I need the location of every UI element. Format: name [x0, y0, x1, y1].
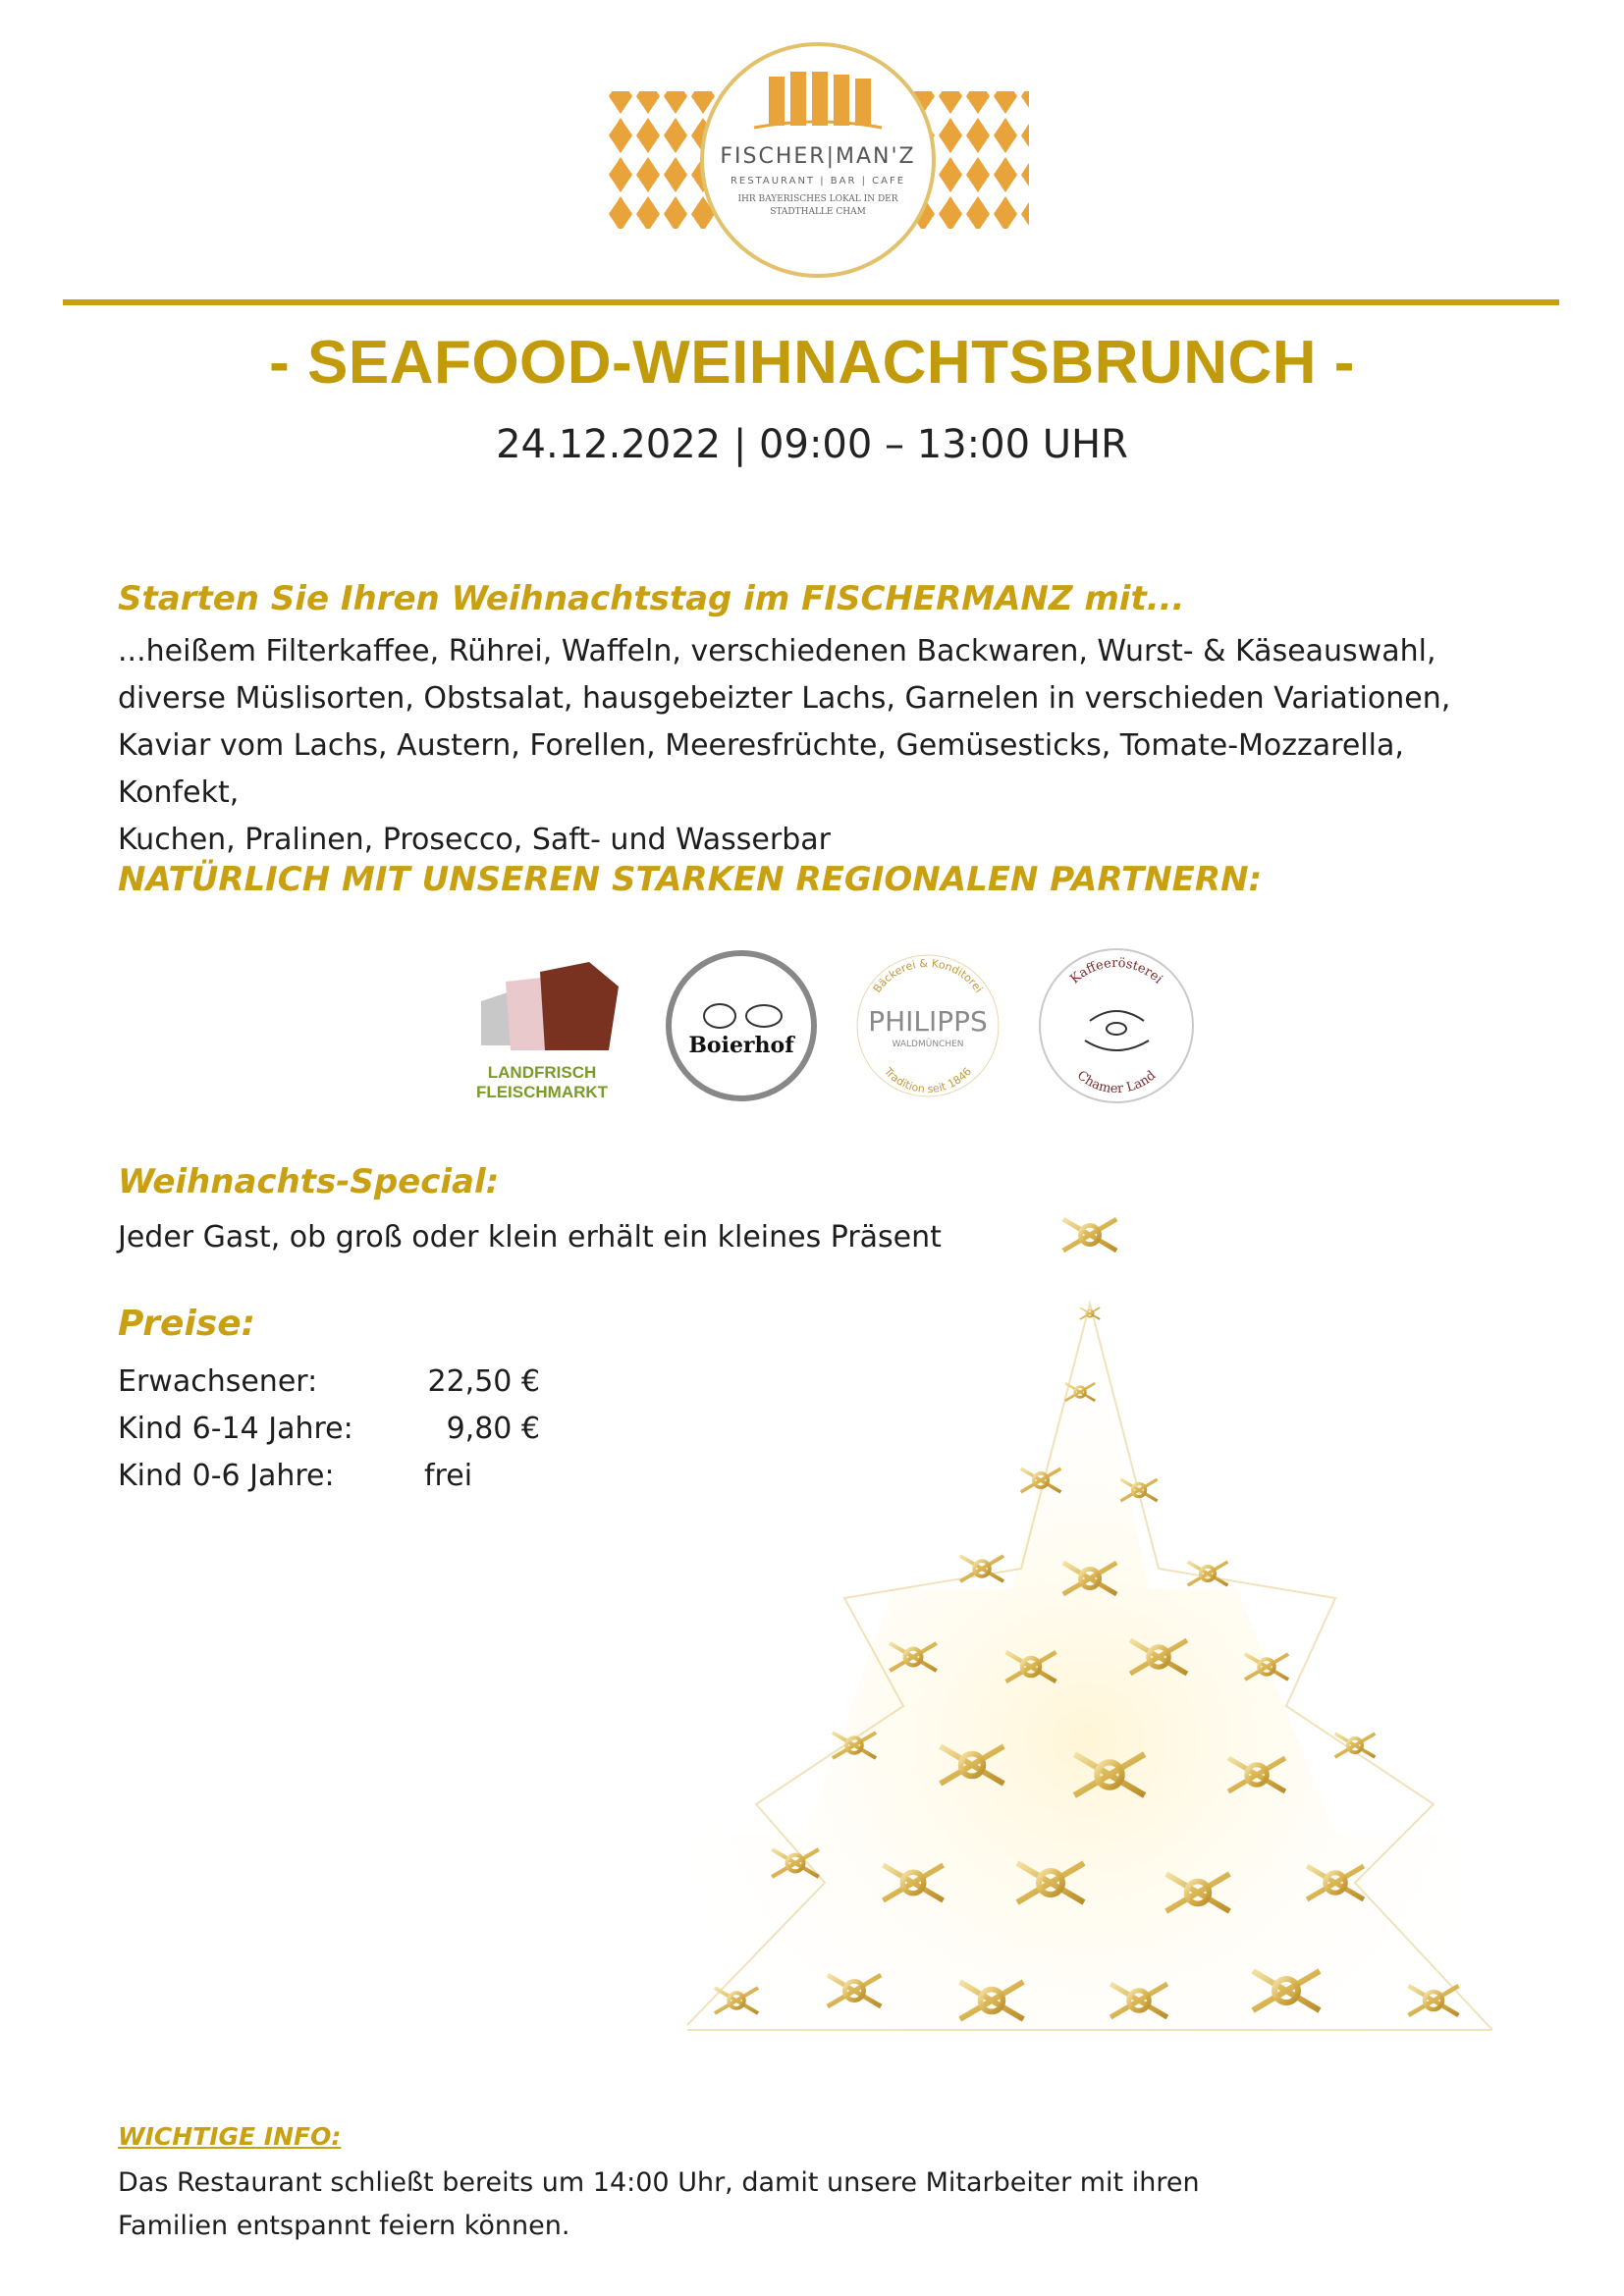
header-divider: [63, 299, 1559, 305]
price-label: Kind 6-14 Jahre:: [118, 1412, 353, 1446]
logo-tagline-1: IHR BAYERISCHES LOKAL IN DER: [737, 194, 898, 204]
price-value: frei: [424, 1459, 473, 1493]
landfrisch-line2: FLEISCHMARKT: [475, 1083, 609, 1101]
intro-line: Kaviar vom Lachs, Austern, Forellen, Meeresfrüchte, Gemüsesticks, Tomate-Mozzarella, Konfekt,: [118, 728, 1404, 810]
cutlery-icon: [769, 72, 871, 126]
price-value: 22,50 €: [427, 1364, 540, 1399]
partner-logo-landfrisch: [452, 942, 633, 1109]
price-value: 9,80 €: [446, 1412, 540, 1446]
partner-logos: [452, 942, 1198, 1119]
partners-heading: NATÜRLICH MIT UNSEREN STARKEN REGIONALEN PARTNERN:: [118, 860, 1263, 899]
price-label: Erwachsener:: [118, 1364, 318, 1399]
farm-animals-icon: [481, 962, 619, 1050]
info-text: [118, 2162, 1296, 2248]
partner-logo-kaffeeroesterei: [1036, 942, 1198, 1109]
philipps-name: PHILIPPS: [868, 1005, 988, 1038]
intro-line: diverse Müslisorten, Obstsalat, hausgebeizter Lachs, Garnelen in verschieden Variationen,: [118, 681, 1451, 716]
christmas-tree-illustration: [687, 1196, 1492, 2091]
prices-heading: Preise:: [118, 1304, 256, 1344]
intro-text: [118, 628, 1532, 864]
logo-name: FISCHER|MAN'Z: [720, 144, 916, 169]
info-line: Das Restaurant schließt bereits um 14:00 Uhr, damit unsere Mitarbeiter mit ihren: [118, 2167, 1200, 2198]
logo-tagline-2: STADTHALLE CHAM: [770, 207, 866, 217]
intro-heading: Starten Sie Ihren Weihnachtstag im FISCHERMANZ mit...: [118, 579, 1185, 618]
restaurant-logo: [607, 37, 1029, 283]
special-heading: Weihnachts-Special:: [118, 1162, 500, 1201]
landfrisch-line1: LANDFRISCH: [487, 1063, 597, 1082]
special-text: Jeder Gast, ob groß oder klein erhält ein kleines Präsent: [118, 1220, 942, 1255]
philipps-place: WALDMÜNCHEN: [892, 1040, 964, 1049]
philipps-arc-top: Bäckerei & Konditorei: [870, 956, 986, 995]
intro-line: Kuchen, Pralinen, Prosecco, Saft- und Wasserbar: [118, 823, 831, 857]
partner-logo-boierhof: [666, 942, 818, 1109]
tree-star-icon: [1063, 1203, 1116, 1266]
boierhof-name: Boierhof: [688, 1033, 794, 1058]
partner-logo-philipps: [849, 942, 1006, 1109]
price-label: Kind 0-6 Jahre:: [118, 1459, 335, 1493]
event-date: 24.12.2022 | 09:00 – 13:00 UHR: [496, 422, 1128, 467]
kaffee-arc-bottom: Chamer Land: [1073, 1068, 1160, 1097]
philipps-arc-bottom: Tradition seit 1846: [881, 1065, 975, 1096]
intro-line: ...heißem Filterkaffee, Rührei, Waffeln, verschiedenen Backwaren, Wurst- & Käseauswahl,: [118, 634, 1436, 668]
info-line: Familien entspannt feiern können.: [118, 2211, 570, 2241]
page-title: - SEAFOOD-WEIHNACHTSBRUNCH -: [269, 329, 1355, 397]
info-heading: WICHTIGE INFO:: [118, 2122, 342, 2151]
logo-subtitle: RESTAURANT | BAR | CAFE: [730, 176, 906, 187]
kaffee-arc-top: Kaffeerösterei: [1067, 955, 1165, 988]
